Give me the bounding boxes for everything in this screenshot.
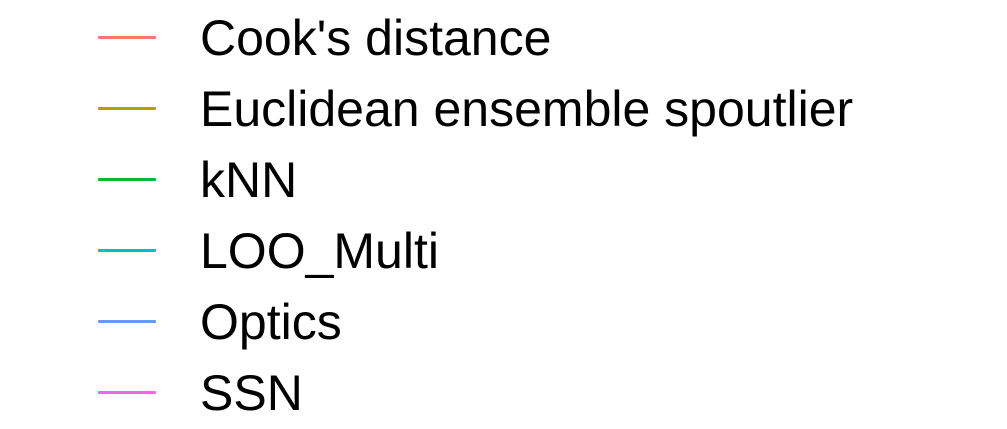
legend-item-ssn [0,357,1007,429]
legend-item-knn [0,144,1007,216]
legend-key-loo-multi [98,249,156,252]
legend-item-optics [0,286,1007,358]
legend-label-optics: Optics [200,294,342,350]
legend-label-ssn: SSN [200,365,303,421]
legend-item-cooks-distance [0,2,1007,74]
legend-key-cooks-distance [98,36,156,39]
legend-key-ssn [98,391,156,394]
legend-key-euclidean-ensemble-spoutlier [98,107,156,110]
legend-label-euclidean-ensemble-spoutlier: Euclidean ensemble spoutlier [200,81,854,137]
legend-label-cooks-distance: Cook's distance [200,10,552,66]
legend-item-euclidean-ensemble-spoutlier [0,73,1007,145]
legend-key-optics [98,320,156,323]
legend-item-loo-multi [0,215,1007,287]
legend-label-knn: kNN [200,152,298,208]
legend-key-knn [98,178,156,181]
legend-label-loo-multi: LOO_Multi [200,223,439,279]
